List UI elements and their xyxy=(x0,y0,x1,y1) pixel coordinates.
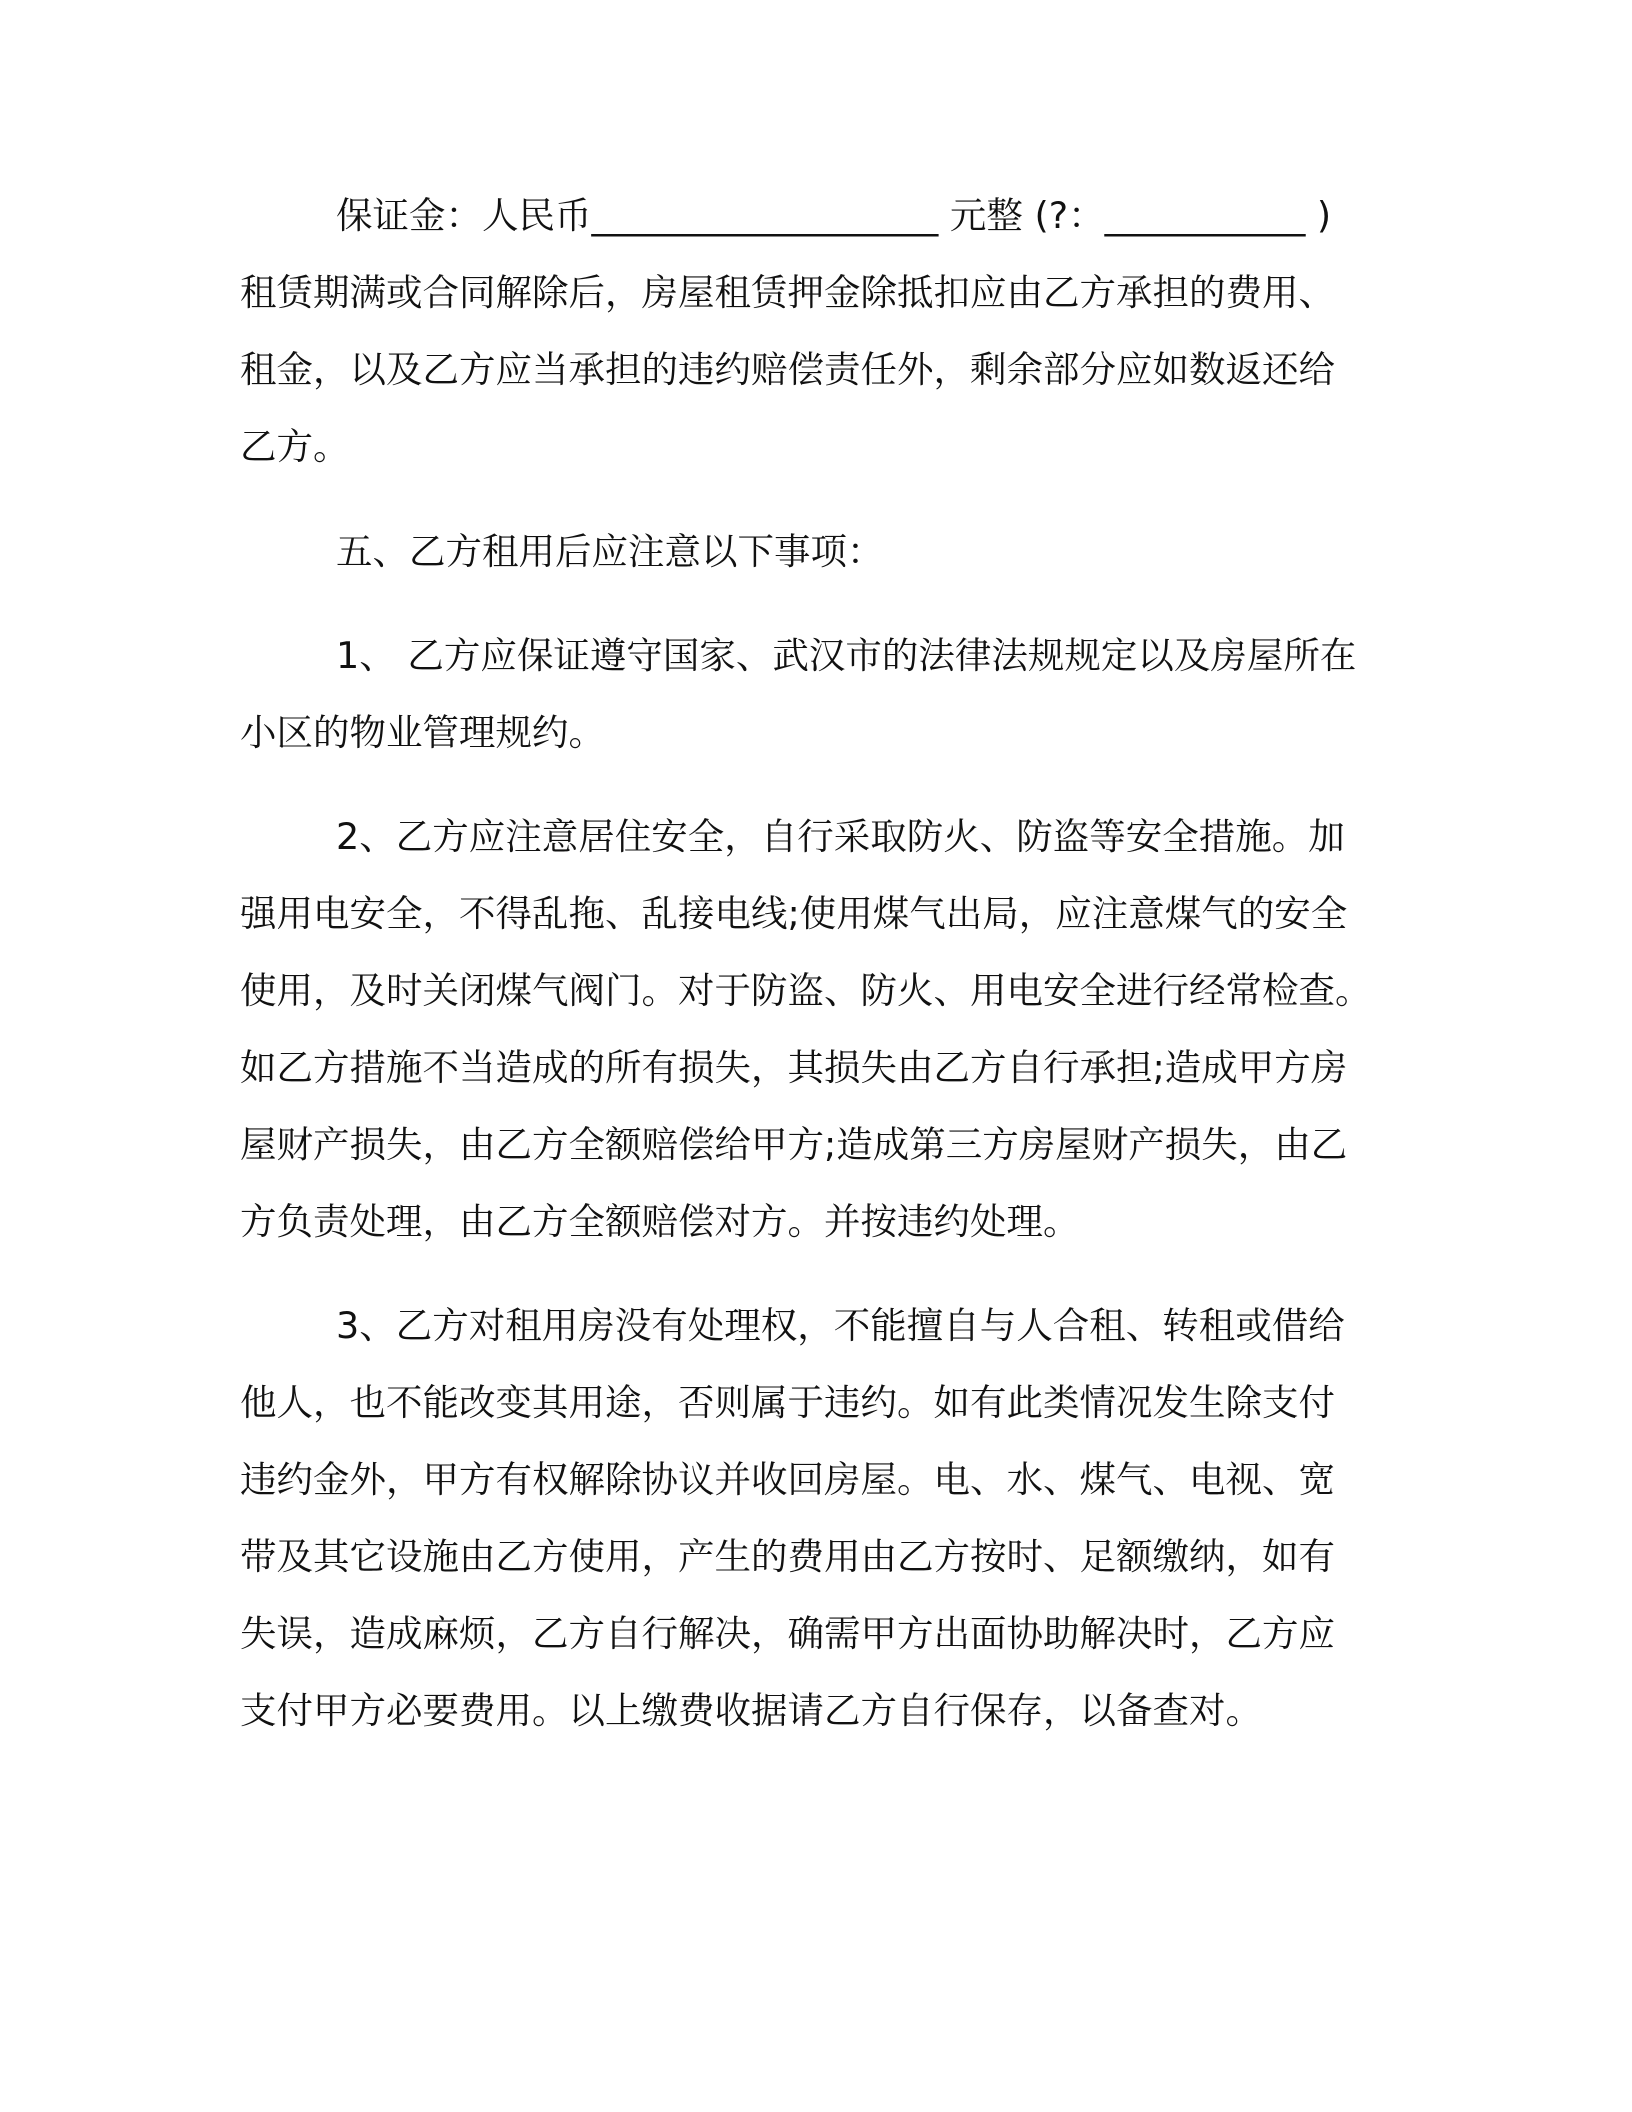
deposit-line-3: 租金，以及乙方应当承担的违约赔偿责任外，剩余部分应如数返还给 xyxy=(240,348,1335,391)
item-3-line-5: 失误，造成麻烦，乙方自行解决，确需甲方出面协助解决时，乙方应 xyxy=(240,1612,1335,1655)
item-3-line-2: 他人，也不能改变其用途，否则属于违约。如有此类情况发生除支付 xyxy=(240,1381,1335,1424)
item-3-line-1: 3、乙方对租用房没有处理权，不能擅自与人合租、转租或借给 xyxy=(336,1304,1345,1347)
item-3-line-6: 支付甲方必要费用。以上缴费收据请乙方自行保存，以备查对。 xyxy=(240,1689,1262,1732)
deposit-line-2: 租赁期满或合同解除后，房屋租赁押金除抵扣应由乙方承担的费用、 xyxy=(240,271,1335,314)
deposit-line-4: 乙方。 xyxy=(240,425,350,468)
section-five-heading: 五、乙方租用后应注意以下事项： xyxy=(336,530,884,573)
item-2-line-2: 强用电安全，不得乱拖、乱接电线;使用煤气出局，应注意煤气的安全 xyxy=(240,892,1348,935)
item-2-line-4: 如乙方措施不当造成的所有损失，其损失由乙方自行承担;造成甲方房 xyxy=(240,1046,1348,1089)
item-3-line-3: 违约金外，甲方有权解除协议并收回房屋。电、水、煤气、电视、宽 xyxy=(240,1458,1335,1501)
item-2-line-3: 使用，及时关闭煤气阀门。对于防盗、防火、用电安全进行经常检查。 xyxy=(240,969,1372,1012)
item-1-line-1: 1、 乙方应保证遵守国家、武汉市的法律法规规定以及房屋所在 xyxy=(336,634,1357,677)
item-2-line-6: 方负责处理，由乙方全额赔偿对方。并按违约处理。 xyxy=(240,1200,1080,1243)
item-2-line-5: 屋财产损失，由乙方全额赔偿给甲方;造成第三方房屋财产损失，由乙 xyxy=(240,1123,1348,1166)
item-1-line-2: 小区的物业管理规约。 xyxy=(240,711,605,754)
item-2-line-1: 2、乙方应注意居住安全，自行采取防火、防盗等安全措施。加 xyxy=(336,815,1345,858)
item-3-line-4: 带及其它设施由乙方使用，产生的费用由乙方按时、足额缴纳，如有 xyxy=(240,1535,1335,1578)
deposit-line-1: 保证金：人民币___________________ 元整 (?：___________ ) xyxy=(336,194,1332,237)
